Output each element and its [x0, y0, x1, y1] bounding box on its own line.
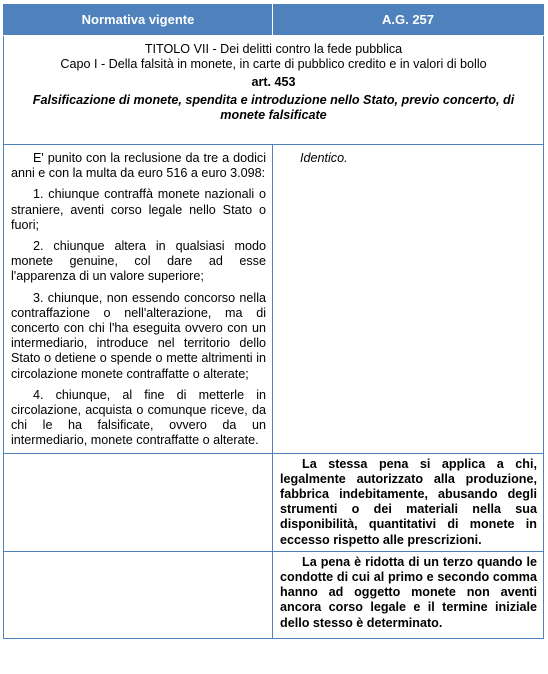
current-law-text: [4, 145, 273, 454]
article-number: art. 453: [251, 75, 296, 90]
ag-257-text: Identico.: [273, 145, 544, 454]
paragraph-item-2: 2. chiunque altera in qualsiasi modo monete genuine, col dare ad esse l'apparenza di un valore superiore;: [11, 239, 266, 284]
title-row: [4, 36, 544, 145]
capo-heading: Capo I - Della falsità in monete, in carte di pubblico credito e in valori di bollo: [60, 57, 487, 72]
header-current-law: Normativa vigente: [4, 5, 273, 36]
addition-1-current-empty: [4, 453, 273, 551]
addition-row-1: [4, 453, 544, 551]
paragraph-item-3: 3. chiunque, non essendo concorso nella contraffazione o nell'alterazione, ma di concerto con chi l'ha eseguita ovvero con un intermediario, introduce nel territorio dello Stato o detiene o spende o mette altrimenti in circolazione monete contraffatte o alterate;: [11, 290, 266, 381]
addition-1-paragraph: La stessa pena si applica a chi, legalmente autorizzato alla produzione, fabbrica indebitamente, abusando degli strumenti o dei materiali nella sua disponibilità, quantitativi di monete in eccesso rispetto alle prescrizioni.: [280, 456, 537, 547]
article-rubric: Falsificazione di monete, spendita e introduzione nello Stato, previo concerto, di monete falsificate: [32, 92, 515, 122]
title-block: [4, 36, 544, 145]
titolo-heading: TITOLO VII - Dei delitti contro la fede pubblica: [144, 42, 403, 56]
table-header-row: [4, 5, 544, 36]
paragraph-intro: E' punito con la reclusione da tre a dodici anni e con la multa da euro 516 a euro 3.098:: [11, 151, 266, 181]
addition-2-paragraph: La pena è ridotta di un terzo quando le condotte di cui al primo e secondo comma hanno ad oggetto monete non aventi ancora corso legale e il termine iniziale dello stesso è determinato.: [280, 554, 537, 630]
addition-2-new-text: [273, 551, 544, 638]
comparison-table: [3, 4, 544, 639]
addition-1-new-text: [273, 453, 544, 551]
article-body-row: [4, 145, 544, 454]
paragraph-item-4: 4. chiunque, al fine di metterle in circolazione, acquista o comunque riceve, da chi le ha falsificate, ovvero da un intermediario, monete contraffatte o alterate.: [11, 387, 266, 448]
addition-2-current-empty: [4, 551, 273, 638]
paragraph-item-1: 1. chiunque contraffà monete nazionali o straniere, aventi corso legale nello Stato o fuori;: [11, 187, 266, 232]
header-ag-257: A.G. 257: [273, 5, 544, 36]
addition-row-2: [4, 551, 544, 638]
